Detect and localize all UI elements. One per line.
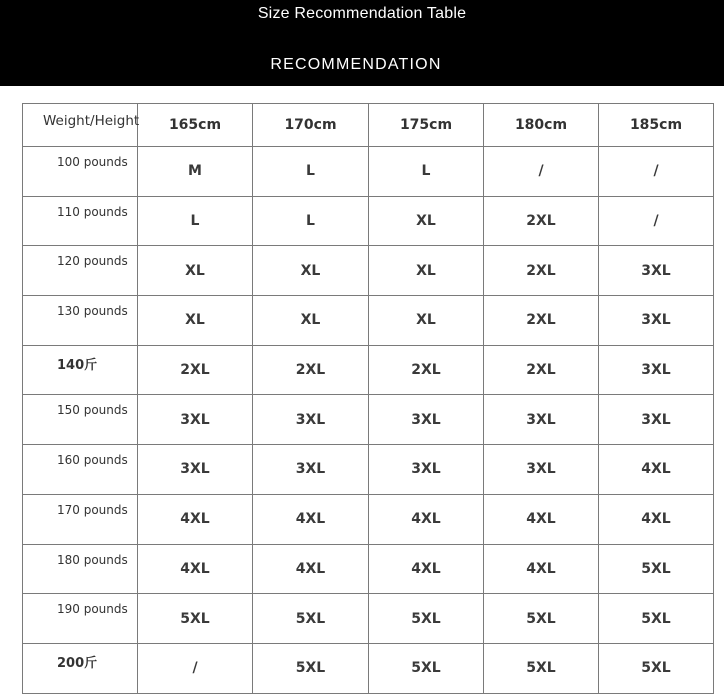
size-cell: 5XL bbox=[599, 544, 714, 594]
size-cell: 2XL bbox=[253, 345, 369, 395]
size-cell: 4XL bbox=[138, 494, 253, 544]
size-cell: XL bbox=[253, 246, 369, 296]
row-label-weight: 180 pounds bbox=[23, 544, 138, 594]
table-row bbox=[23, 594, 714, 644]
size-cell: 3XL bbox=[599, 296, 714, 346]
size-cell: XL bbox=[369, 246, 484, 296]
size-cell: 4XL bbox=[599, 494, 714, 544]
size-cell: XL bbox=[369, 196, 484, 246]
column-header: 180cm bbox=[484, 104, 599, 147]
row-label-weight: 120 pounds bbox=[23, 246, 138, 296]
size-cell: 3XL bbox=[253, 395, 369, 445]
row-label-weight: 200斤 bbox=[23, 643, 138, 693]
size-cell: L bbox=[253, 196, 369, 246]
row-label-weight: 190 pounds bbox=[23, 594, 138, 644]
column-header: 175cm bbox=[369, 104, 484, 147]
size-recommendation-table bbox=[22, 103, 714, 694]
row-label-weight: 160 pounds bbox=[23, 445, 138, 495]
size-cell: L bbox=[369, 147, 484, 197]
row-label-weight: 170 pounds bbox=[23, 494, 138, 544]
table-row bbox=[23, 345, 714, 395]
size-cell: 2XL bbox=[484, 345, 599, 395]
size-cell: 2XL bbox=[138, 345, 253, 395]
size-cell: 5XL bbox=[484, 643, 599, 693]
row-label-weight: 130 pounds bbox=[23, 296, 138, 346]
size-cell: XL bbox=[369, 296, 484, 346]
size-table-container bbox=[22, 103, 713, 694]
size-cell: 3XL bbox=[599, 345, 714, 395]
size-cell: 3XL bbox=[599, 395, 714, 445]
table-row bbox=[23, 147, 714, 197]
size-cell: 5XL bbox=[369, 594, 484, 644]
table-row bbox=[23, 544, 714, 594]
size-cell: 2XL bbox=[484, 296, 599, 346]
size-cell: L bbox=[253, 147, 369, 197]
size-cell: 5XL bbox=[138, 594, 253, 644]
corner-header: Weight/Height bbox=[23, 104, 138, 147]
section-heading: RECOMMENDATION bbox=[270, 56, 442, 73]
column-header: 170cm bbox=[253, 104, 369, 147]
size-cell: 2XL bbox=[484, 196, 599, 246]
size-cell: 4XL bbox=[484, 494, 599, 544]
size-cell: 2XL bbox=[484, 246, 599, 296]
size-cell: XL bbox=[138, 296, 253, 346]
size-cell: 3XL bbox=[599, 246, 714, 296]
size-cell: 4XL bbox=[253, 544, 369, 594]
size-cell: 3XL bbox=[369, 395, 484, 445]
size-cell: XL bbox=[253, 296, 369, 346]
size-cell: / bbox=[138, 643, 253, 693]
size-cell: 5XL bbox=[599, 643, 714, 693]
size-cell: 3XL bbox=[138, 445, 253, 495]
row-label-weight: 110 pounds bbox=[23, 196, 138, 246]
size-cell: XL bbox=[138, 246, 253, 296]
row-label-weight: 100 pounds bbox=[23, 147, 138, 197]
size-cell: L bbox=[138, 196, 253, 246]
table-row bbox=[23, 494, 714, 544]
table-row bbox=[23, 445, 714, 495]
table-row bbox=[23, 296, 714, 346]
table-row bbox=[23, 196, 714, 246]
column-header: 185cm bbox=[599, 104, 714, 147]
row-label-weight: 150 pounds bbox=[23, 395, 138, 445]
row-label-weight: 140斤 bbox=[23, 345, 138, 395]
size-cell: 4XL bbox=[484, 544, 599, 594]
size-cell: 3XL bbox=[484, 395, 599, 445]
size-cell: 4XL bbox=[599, 445, 714, 495]
table-row bbox=[23, 643, 714, 693]
size-cell: 4XL bbox=[253, 494, 369, 544]
size-cell: 4XL bbox=[369, 544, 484, 594]
size-cell: 5XL bbox=[253, 594, 369, 644]
size-cell: 4XL bbox=[138, 544, 253, 594]
size-cell: 5XL bbox=[369, 643, 484, 693]
column-header: 165cm bbox=[138, 104, 253, 147]
table-row bbox=[23, 246, 714, 296]
size-cell: 4XL bbox=[369, 494, 484, 544]
size-cell: 2XL bbox=[369, 345, 484, 395]
table-row bbox=[23, 395, 714, 445]
size-cell: 5XL bbox=[253, 643, 369, 693]
size-cell: / bbox=[599, 196, 714, 246]
table-body bbox=[23, 147, 714, 694]
size-cell: 3XL bbox=[138, 395, 253, 445]
size-cell: M bbox=[138, 147, 253, 197]
size-cell: 3XL bbox=[253, 445, 369, 495]
size-cell: 5XL bbox=[599, 594, 714, 644]
size-cell: 3XL bbox=[484, 445, 599, 495]
table-header-row bbox=[23, 104, 714, 147]
size-cell: 3XL bbox=[369, 445, 484, 495]
size-cell: 5XL bbox=[484, 594, 599, 644]
size-cell: / bbox=[484, 147, 599, 197]
size-cell: / bbox=[599, 147, 714, 197]
header-banner bbox=[0, 0, 724, 86]
page-title: Size Recommendation Table bbox=[257, 5, 467, 22]
